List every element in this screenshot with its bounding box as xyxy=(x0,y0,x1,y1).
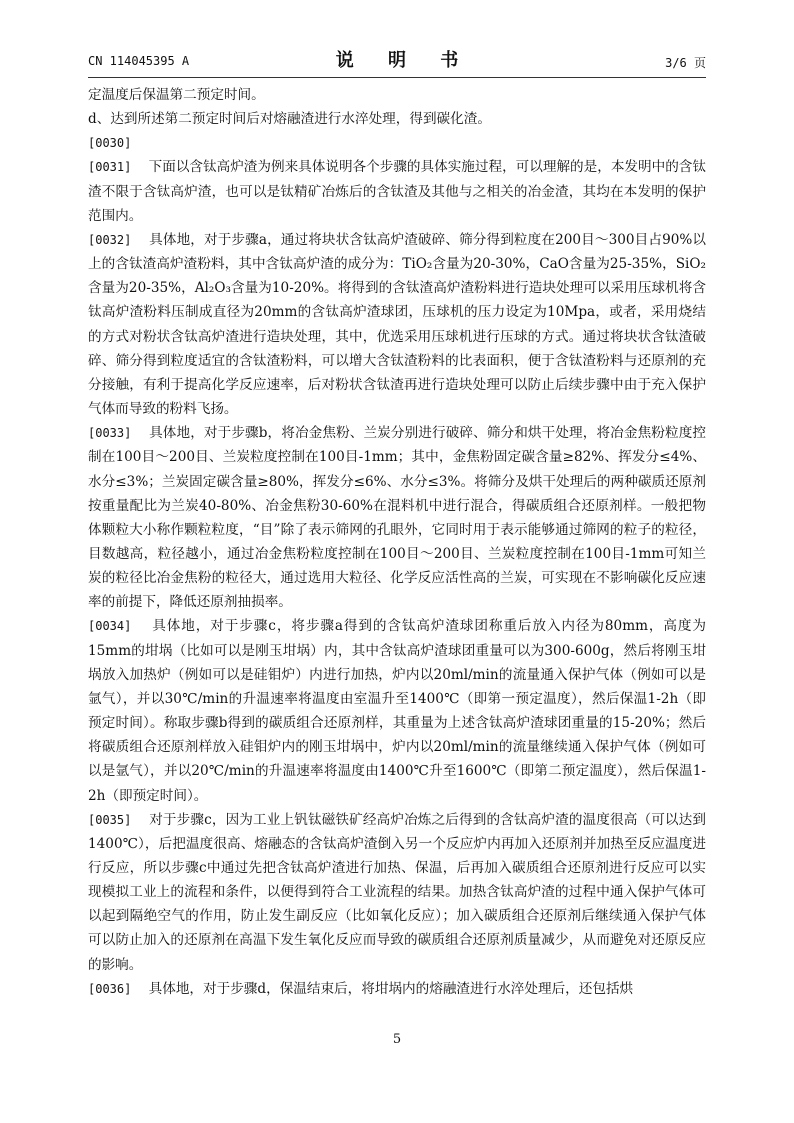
paragraph-text: 定温度后保温第二预定时间。 xyxy=(88,87,265,103)
paragraph xyxy=(88,155,706,227)
document-title: 说 明 书 xyxy=(335,50,473,71)
paragraph-text: 下面以含钛高炉渣为例来具体说明各个步骤的具体实施过程，可以理解的是，本发明中的含钛渣不限于含钛高炉渣，也可以是钛精矿冶炼后的含钛渣及其他与之相关的冶金渣，其均在本发明的保护范围内。 xyxy=(88,159,706,224)
paragraph xyxy=(88,131,706,155)
paragraph-number: [0034] xyxy=(88,619,132,634)
document-id: CN 114045395 A xyxy=(88,54,190,68)
paragraph-text: 具体地，对于步骤b，将冶金焦粉、兰炭分别进行破碎、筛分和烘干处理，将冶金焦粉粒度控制在100目～200目、兰炭粒度控制在100目-1mm；其中，金焦粉固定碳含量≥82%、挥发分≤4%、水分≤3%；兰炭固定碳含量≥80%，挥发分≤6%、水分≤3%。将筛分及烘干处理后的两种碳质还原剂按重量配比为兰炭40-80%、冶金焦粉30-60%在混料机中进行混合，得碳质组合还原剂样。一般把物体颗粒大小称作颗粒粒度，“目”除了表示筛网的孔眼外，它同时用于表示能够通过筛网的粒子的粒径，目数越高，粒径越小，通过冶金焦粉粒度控制在100目～200目、兰炭粒度控制在100目-1mm可知兰炭的粒径比冶金焦粉的粒径大，通过选用大粒径、化学反应活性高的兰炭，可实现在不影响碳化反应速率的前提下，降低还原剂抽损率。 xyxy=(88,425,706,611)
paragraph-number: [0032] xyxy=(88,232,132,247)
page-count: 3/6 页 xyxy=(665,56,706,70)
header-divider xyxy=(88,77,706,78)
paragraph xyxy=(88,808,706,977)
paragraph xyxy=(88,614,706,807)
paragraph-number: [0031] xyxy=(88,160,132,175)
paragraph xyxy=(88,83,706,107)
paragraph-number: [0035] xyxy=(88,812,132,827)
paragraph-number: [0030] xyxy=(88,136,132,151)
page-number: 5 xyxy=(392,1032,402,1047)
paragraph xyxy=(88,228,706,421)
paragraph xyxy=(88,977,706,1001)
paragraph-text: 具体地，对于步骤c，将步骤a得到的含钛高炉渣球团称重后放入内径为80mm，高度为15mm的坩埚（比如可以是刚玉坩埚）内，其中含钛高炉渣球团重量可以为300-600g，然后将刚玉坩埚放入加热炉（例如可以是硅钼炉）内进行加热，炉内以20ml/min的流量通入保护气体（例如可以是氩气），并以30℃/min的升温速率将温度由室温升至1400℃（即第一预定温度），然后保温1-2h（即预定时间）。称取步骤b得到的碳质组合还原剂样，其重量为上述含钛高炉渣球团重量的15-20%；然后将碳质组合还原剂样放入硅钼炉内的刚玉坩埚中，炉内以20ml/min的流量继续通入保护气体（例如可以是氩气），并以20℃/min的升温速率将温度由1400℃升至1600℃（即第二预定温度），然后保温1-2h（即预定时间）。 xyxy=(88,618,706,804)
paragraph xyxy=(88,421,706,614)
paragraph-number: [0033] xyxy=(88,426,132,441)
page-header xyxy=(88,44,706,76)
paragraph-text: 对于步骤c，因为工业上钒钛磁铁矿经高炉冶炼之后得到的含钛高炉渣的温度很高（可以达到1400℃），后把温度很高、熔融态的含钛高炉渣倒入另一个反应炉内再加入还原剂并加热至反应温度进行反应，所以步骤c中通过先把含钛高炉渣进行加热、保温，后再加入碳质组合还原剂进行反应可以实现模拟工业上的流程和条件，以便得到符合工业流程的结果。加热含钛高炉渣的过程中通入保护气体可以起到隔绝空气的作用，防止发生副反应（比如氧化反应）；加入碳质组合还原剂后继续通入保护气体可以防止加入的还原剂在高温下发生氧化反应而导致的碳质组合还原剂质量减少，从而避免对还原反应的影响。 xyxy=(88,811,706,973)
paragraph xyxy=(88,107,706,131)
paragraph-number: [0036] xyxy=(88,981,132,996)
paragraph-text: d、达到所述第二预定时间后对熔融渣进行水淬处理，得到碳化渣。 xyxy=(88,111,491,128)
paragraph-text: 具体地，对于步骤d，保温结束后，将坩埚内的熔融渣进行水淬处理后，还包括烘 xyxy=(148,980,634,997)
document-body xyxy=(88,83,706,1001)
paragraph-text: 具体地，对于步骤a，通过将块状含钛高炉渣破碎、筛分得到粒度在200目～300目占90%以上的含钛渣高炉渣粉料，其中含钛高炉渣的成分为：TiO₂含量为20-30%，CaO含量为25-35%，SiO₂含量为20-35%，Al₂O₃含量为10-20%。将得到的含钛渣高炉渣粉料进行造块处理可以采用压球机将含钛高炉渣粉料压制成直径为20mm的含钛高炉渣球团，压球机的压力设定为10Mpa，或者，采用烧结的方式对粉状含钛高炉渣进行造块处理，其中，优选采用压球机进行压球的方式。通过将块状含钛渣破碎、筛分得到粒度适宜的含钛渣粉料，可以增大含钛渣粉料的比表面积，便于含钛渣粉料与还原剂的充分接触，有利于提高化学反应速率，后对粉状含钛渣再进行造块处理可以防止后续步骤中由于充入保护气体而导致的粉料飞扬。 xyxy=(88,231,706,418)
